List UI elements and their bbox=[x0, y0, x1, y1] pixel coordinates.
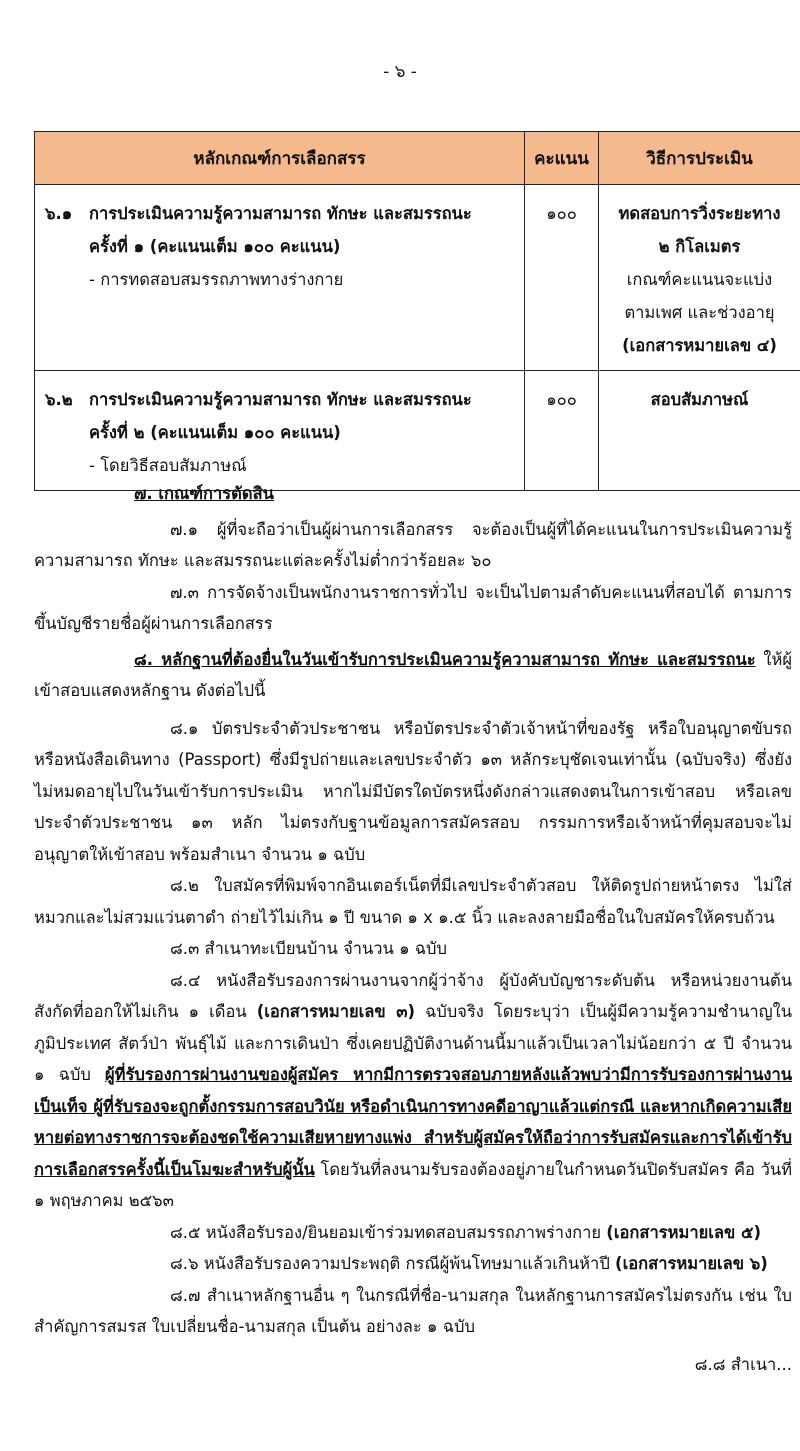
paragraph-8-6 bbox=[34, 1248, 792, 1280]
section8-heading-tail: ให้ผู้เข้าสอบแสดงหลักฐาน ดังต่อไปนี้ bbox=[34, 649, 792, 700]
criteria-title: การประเมินความรู้ความสามารถ ทักษะ และสมรรถนะ bbox=[89, 390, 472, 409]
p86-doc-ref: (เอกสารหมายเลข ๖) bbox=[615, 1254, 768, 1273]
criteria-title: ครั้งที่ ๒ (คะแนนเต็ม ๑๐๐ คะแนน) bbox=[89, 423, 341, 442]
page-number: - ๖ - bbox=[383, 62, 417, 82]
criteria-sub: - โดยวิธีสอบสัมภาษณ์ bbox=[89, 456, 247, 475]
paragraph-8-7: ๘.๗ สำเนาหลักฐานอื่น ๆ ในกรณีที่ชื่อ-นามสกุล ในหลักฐานการสมัครไม่ตรงกัน เช่น ใบสำคัญการสมรส ใบเปลี่ยนชื่อ-นามสกุล เป็นต้น อย่างละ ๑ ฉบับ bbox=[34, 1285, 792, 1336]
header-score: คะแนน bbox=[525, 132, 599, 185]
criteria-title: ครั้งที่ ๑ (คะแนนเต็ม ๑๐๐ คะแนน) bbox=[89, 237, 341, 256]
paragraph-8-1: ๘.๑ บัตรประจำตัวประชาชน หรือบัตรประจำตัวเจ้าหน้าที่ของรัฐ หรือใบอนุญาตขับรถหรือหนังสือเดินทาง (Passport) ซึ่งมีรูปถ่ายและเลขประจำตัว ๑๓ หลักระบุชัดเจนเท่านั้น (ฉบับจริง) ซึ่งยังไม่หมดอายุไปในวันเข้ารับการประเมิน หากไม่มีบัตรใดบัตรหนึ่งดังกล่าวแสดงตนในการเข้าสอบ หรือเลขประจำตัวประชาชน ๑๓ หลัก ไม่ตรงกับฐานข้อมูลการสมัครสอบ กรรมการหรือเจ้าหน้าที่คุมสอบจะไม่อนุญาตให้เข้าสอบ พร้อมสำเนา จำนวน ๑ ฉบับ bbox=[34, 718, 792, 864]
paragraph-7-3: ๗.๓ การจัดจ้างเป็นพนักงานราชการทั่วไป จะเป็นไปตามลำดับคะแนนที่สอบได้ ตามการขึ้นบัญชีรายชื่อผู้ผ่านการเลือกสรร bbox=[34, 582, 792, 633]
method-cell bbox=[599, 185, 800, 370]
score-value: ๑๐๐ bbox=[546, 204, 577, 223]
next-page-cue: ๘.๘ สำเนา... bbox=[694, 1354, 792, 1374]
method-cell bbox=[599, 371, 800, 424]
paragraph-8-2: ๘.๒ ใบสมัครที่พิมพ์จากอินเตอร์เน็ตที่มีเลขประจำตัวสอบ ให้ติดรูปถ่ายหน้าตรง ไม่ใส่หมวกและไม่สวมแว่นตาดำ ถ่ายไว้ไม่เกิน ๑ ปี ขนาด ๑ x ๑.๕ นิ้ว และลงลายมือชื่อในใบสมัครให้ครบถ้วน bbox=[34, 876, 792, 927]
table-row bbox=[35, 185, 800, 371]
table-header-row bbox=[35, 132, 800, 185]
p84-text: โดยวันที่ลงนามรับรองต้องอยู่ภายในกำหนดวันปิดรับสมัคร คือ วันที่ ๑ พฤษภาคม ๒๕๖๓ bbox=[34, 1159, 793, 1210]
section8-heading: ๘. หลักฐานที่ต้องยื่นในวันเข้ารับการประเมินความรู้ความสามารถ ทักษะ และสมรรถนะ bbox=[134, 649, 756, 669]
criteria-number: ๖.๒ bbox=[45, 390, 73, 409]
p84-text: ๘.๔ หนังสือรับรองการผ่านงานจากผู้ว่าจ้าง ผู้บังคับบัญชาระดับต้น หรือหน่วยงานต้นสังกัดที่ออกให้ไม่เกิน ๑ เดือน bbox=[34, 970, 792, 1021]
p84-doc-ref: (เอกสารหมายเลข ๓) bbox=[256, 1002, 416, 1021]
body-text bbox=[34, 478, 792, 1380]
p85-text: ๘.๕ หนังสือรับรอง/ยินยอมเข้าร่วมทดสอบสมรรถภาพร่างกาย bbox=[170, 1222, 602, 1242]
p84-warning: ผู้ที่รับรองการผ่านงานของผู้สมัคร หากมีการตรวจสอบภายหลังแล้วพบว่ามีการรับรองการผ่านงานเป็นเท็จ ผู้ที่รับรองจะถูกตั้งกรรมการสอบวินัย หรือดำเนินการทางคดีอาญาแล้วแต่กรณี และหากเกิดความเสียหายต่อทางราชการจะต้องชดใช้ความเสียหายทางแพ่ง สำหรับผู้สมัครให้ถือว่าการรับสมัครและการได้เข้ารับการเลือกสรรครั้งนี้เป็นโมฆะสำหรับผู้นั้น bbox=[34, 1065, 793, 1179]
criteria-sub: - การทดสอบสมรรถภาพทางร่างกาย bbox=[89, 270, 344, 289]
method-text: ทดสอบการวิ่งระยะทาง bbox=[618, 204, 781, 223]
p84-text: ฉบับจริง โดยระบุว่า เป็นผู้มีความรู้ความชำนาญในภูมิประเทศ สัตว์ป่า พันธุ์ไม้ และการเดินป่า ซึ่งเคยปฏิบัติงานด้านนี้มาแล้วเป็นเวลาไม่น้อยกว่า ๕ ปี จำนวน ๑ ฉบับ bbox=[34, 1002, 793, 1084]
method-text: ตามเพศ และช่วงอายุ bbox=[624, 303, 775, 322]
criteria-number: ๖.๑ bbox=[45, 204, 73, 223]
p85-doc-ref: (เอกสารหมายเลข ๕) bbox=[606, 1222, 762, 1242]
method-text: (เอกสารหมายเลข ๔) bbox=[622, 336, 777, 355]
score-value: ๑๐๐ bbox=[546, 390, 577, 409]
header-criteria: หลักเกณฑ์การเลือกสรร bbox=[35, 132, 525, 185]
criteria-table bbox=[34, 131, 800, 491]
paragraph-8-3: ๘.๓ สำเนาทะเบียนบ้าน จำนวน ๑ ฉบับ bbox=[170, 939, 447, 958]
header-method: วิธีการประเมิน bbox=[599, 132, 800, 185]
paragraph-8-4 bbox=[34, 965, 792, 1217]
section7-heading: ๗. เกณฑ์การตัดสิน bbox=[134, 484, 274, 503]
method-text: เกณฑ์คะแนนจะแบ่ง bbox=[626, 270, 773, 289]
paragraph-8-5 bbox=[34, 1217, 792, 1249]
method-text: สอบสัมภาษณ์ bbox=[650, 390, 749, 409]
criteria-title: การประเมินความรู้ความสามารถ ทักษะ และสมรรถนะ bbox=[89, 204, 472, 223]
table-row bbox=[35, 371, 800, 491]
p86-text: ๘.๖ หนังสือรับรองความประพฤติ กรณีผู้พ้นโทษมาแล้วเกินห้าปี bbox=[170, 1254, 610, 1273]
paragraph-7-1: ๗.๑ ผู้ที่จะถือว่าเป็นผู้ผ่านการเลือกสรร จะต้องเป็นผู้ที่ได้คะแนนในการประเมินความรู้ความสามารถ ทักษะ และสมรรถนะแต่ละครั้งไม่ต่ำกว่าร้อยละ ๖๐ bbox=[34, 519, 792, 570]
method-text: ๒ กิโลเมตร bbox=[658, 237, 741, 256]
section8-heading-block bbox=[34, 644, 792, 707]
